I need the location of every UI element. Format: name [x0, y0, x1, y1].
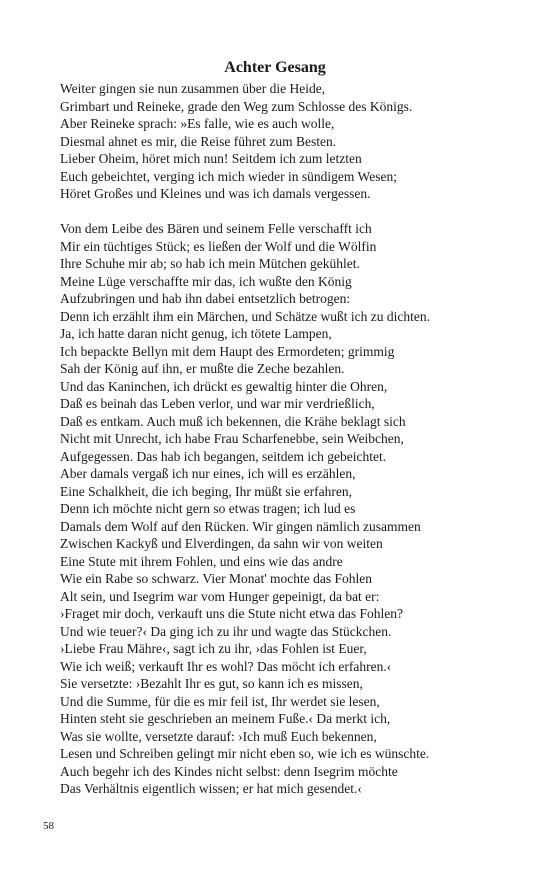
verse-line: Daß es beinah das Leben verlor, und war mir verdrießlich,: [60, 396, 375, 411]
stanza: [60, 220, 540, 798]
verse-line: Aber Reineke sprach: »Es falle, wie es auch wolle,: [60, 116, 335, 131]
verse-line: Lesen und Schreiben gelingt mir nicht eben so, wie ich es wünschte.: [60, 746, 430, 761]
verse-line: Grimbart und Reineke, grade den Weg zum Schlosse des Königs.: [60, 98, 413, 114]
verse-line: Eine Schalkheit, die ich beging, Ihr müßt sie erfahren,: [60, 483, 353, 499]
verse-line: Auch begehr ich des Kindes nicht selbst: denn Isegrim möchte: [60, 763, 398, 779]
verse-line: Aufzubringen und hab ihn dabei entsetzlich betrogen:: [60, 291, 351, 306]
verse-line: Ich bepackte Bellyn mit dem Haupt des Ermordeten; grimmig: [60, 343, 395, 359]
verse-line: Lieber Oheim, höret mich nun! Seitdem ich zum letzten: [60, 151, 362, 166]
verse-line: Aber damals vergaß ich nur eines, ich will es erzählen,: [60, 466, 356, 481]
verse-line: Weiter gingen sie nun zusammen über die Heide,: [60, 81, 326, 96]
verse-line: Diesmal ahnet es mir, die Reise führet zum Besten.: [60, 133, 337, 149]
verse-line: Sie versetzte: ›Bezahlt Ihr es gut, so kann ich es missen,: [60, 676, 363, 691]
verse-line: Wie ein Rabe so schwarz. Vier Monat' mochte das Fohlen: [60, 571, 372, 586]
verse-line: Daß es entkam. Auch muß ich bekennen, die Krähe beklagt sich: [60, 413, 406, 429]
page-number: 58: [43, 820, 54, 832]
verse-line: Das Verhältnis eigentlich wissen; er hat mich gesendet.‹: [60, 781, 362, 796]
verse-line: Und wie teuer?‹ Da ging ich zu ihr und wagte das Stückchen.: [60, 623, 392, 639]
verse-line: Sah der König auf ihn, er mußte die Zeche bezahlen.: [60, 361, 345, 376]
verse-line: Ihre Schuhe mir ab; so hab ich mein Mütchen gekühlet.: [60, 256, 360, 271]
page-title: Achter Gesang: [224, 59, 326, 76]
verse-line: Nicht mit Unrecht, ich habe Frau Scharfenebbe, sein Weibchen,: [60, 431, 404, 446]
verse-line: Eine Stute mit ihrem Fohlen, und eins wie das andre: [60, 553, 343, 569]
verse-line: Hinten steht sie geschrieben an meinem Fuße.‹ Da merkt ich,: [60, 711, 391, 726]
verse-line: Mir ein tüchtiges Stück; es ließen der Wolf und die Wölfin: [60, 238, 377, 254]
verse-line: Und das Kaninchen, ich drückt es gewaltig hinter die Ohren,: [60, 378, 388, 394]
verse-line: Denn ich erzählt ihm ein Märchen, und Schätze wußt ich zu dichten.: [60, 308, 430, 324]
verse-line: Wie ich weiß; verkauft Ihr es wohl? Das möcht ich erfahren.‹: [60, 658, 392, 674]
verse-line: Alt sein, und Isegrim war vom Hunger gepeinigt, da bat er:: [60, 588, 380, 604]
verse-line: Höret Großes und Kleines und was ich damals vergessen.: [60, 186, 371, 201]
verse-line: ›Fraget mir doch, verkauft uns die Stute nicht etwa das Fohlen?: [60, 606, 404, 621]
verse-line: Aufgegessen. Das hab ich begangen, seitdem ich gebeichtet.: [60, 448, 387, 464]
verse-line: Und die Summe, für die es mir feil ist, Ihr werdet sie lesen,: [60, 693, 380, 709]
verse-line: Was sie wollte, versetzte darauf: ›Ich muß Euch bekennen,: [60, 728, 377, 744]
verse-line: Meine Lüge verschaffte mir das, ich wußte den König: [60, 273, 352, 289]
verse-line: Von dem Leibe des Bären und seinem Felle verschafft ich: [60, 221, 372, 236]
verse-line: Zwischen Kackyß und Elverdingen, da sahn wir von weiten: [60, 536, 383, 551]
verse-line: Denn ich möchte nicht gern so etwas tragen; ich lud es: [60, 501, 356, 516]
stanza: [60, 80, 540, 203]
verse-line: ›Liebe Frau Mähre‹, sagt ich zu ihr, ›das Fohlen ist Euer,: [60, 641, 367, 656]
poem-body: [60, 80, 540, 798]
verse-line: Damals dem Wolf auf den Rücken. Wir gingen nämlich zusammen: [60, 518, 421, 534]
verse-line: Ja, ich hatte daran nicht genug, ich tötete Lampen,: [60, 326, 332, 341]
verse-line: Euch gebeichtet, verging ich mich wieder in sündigem Wesen;: [60, 168, 397, 184]
